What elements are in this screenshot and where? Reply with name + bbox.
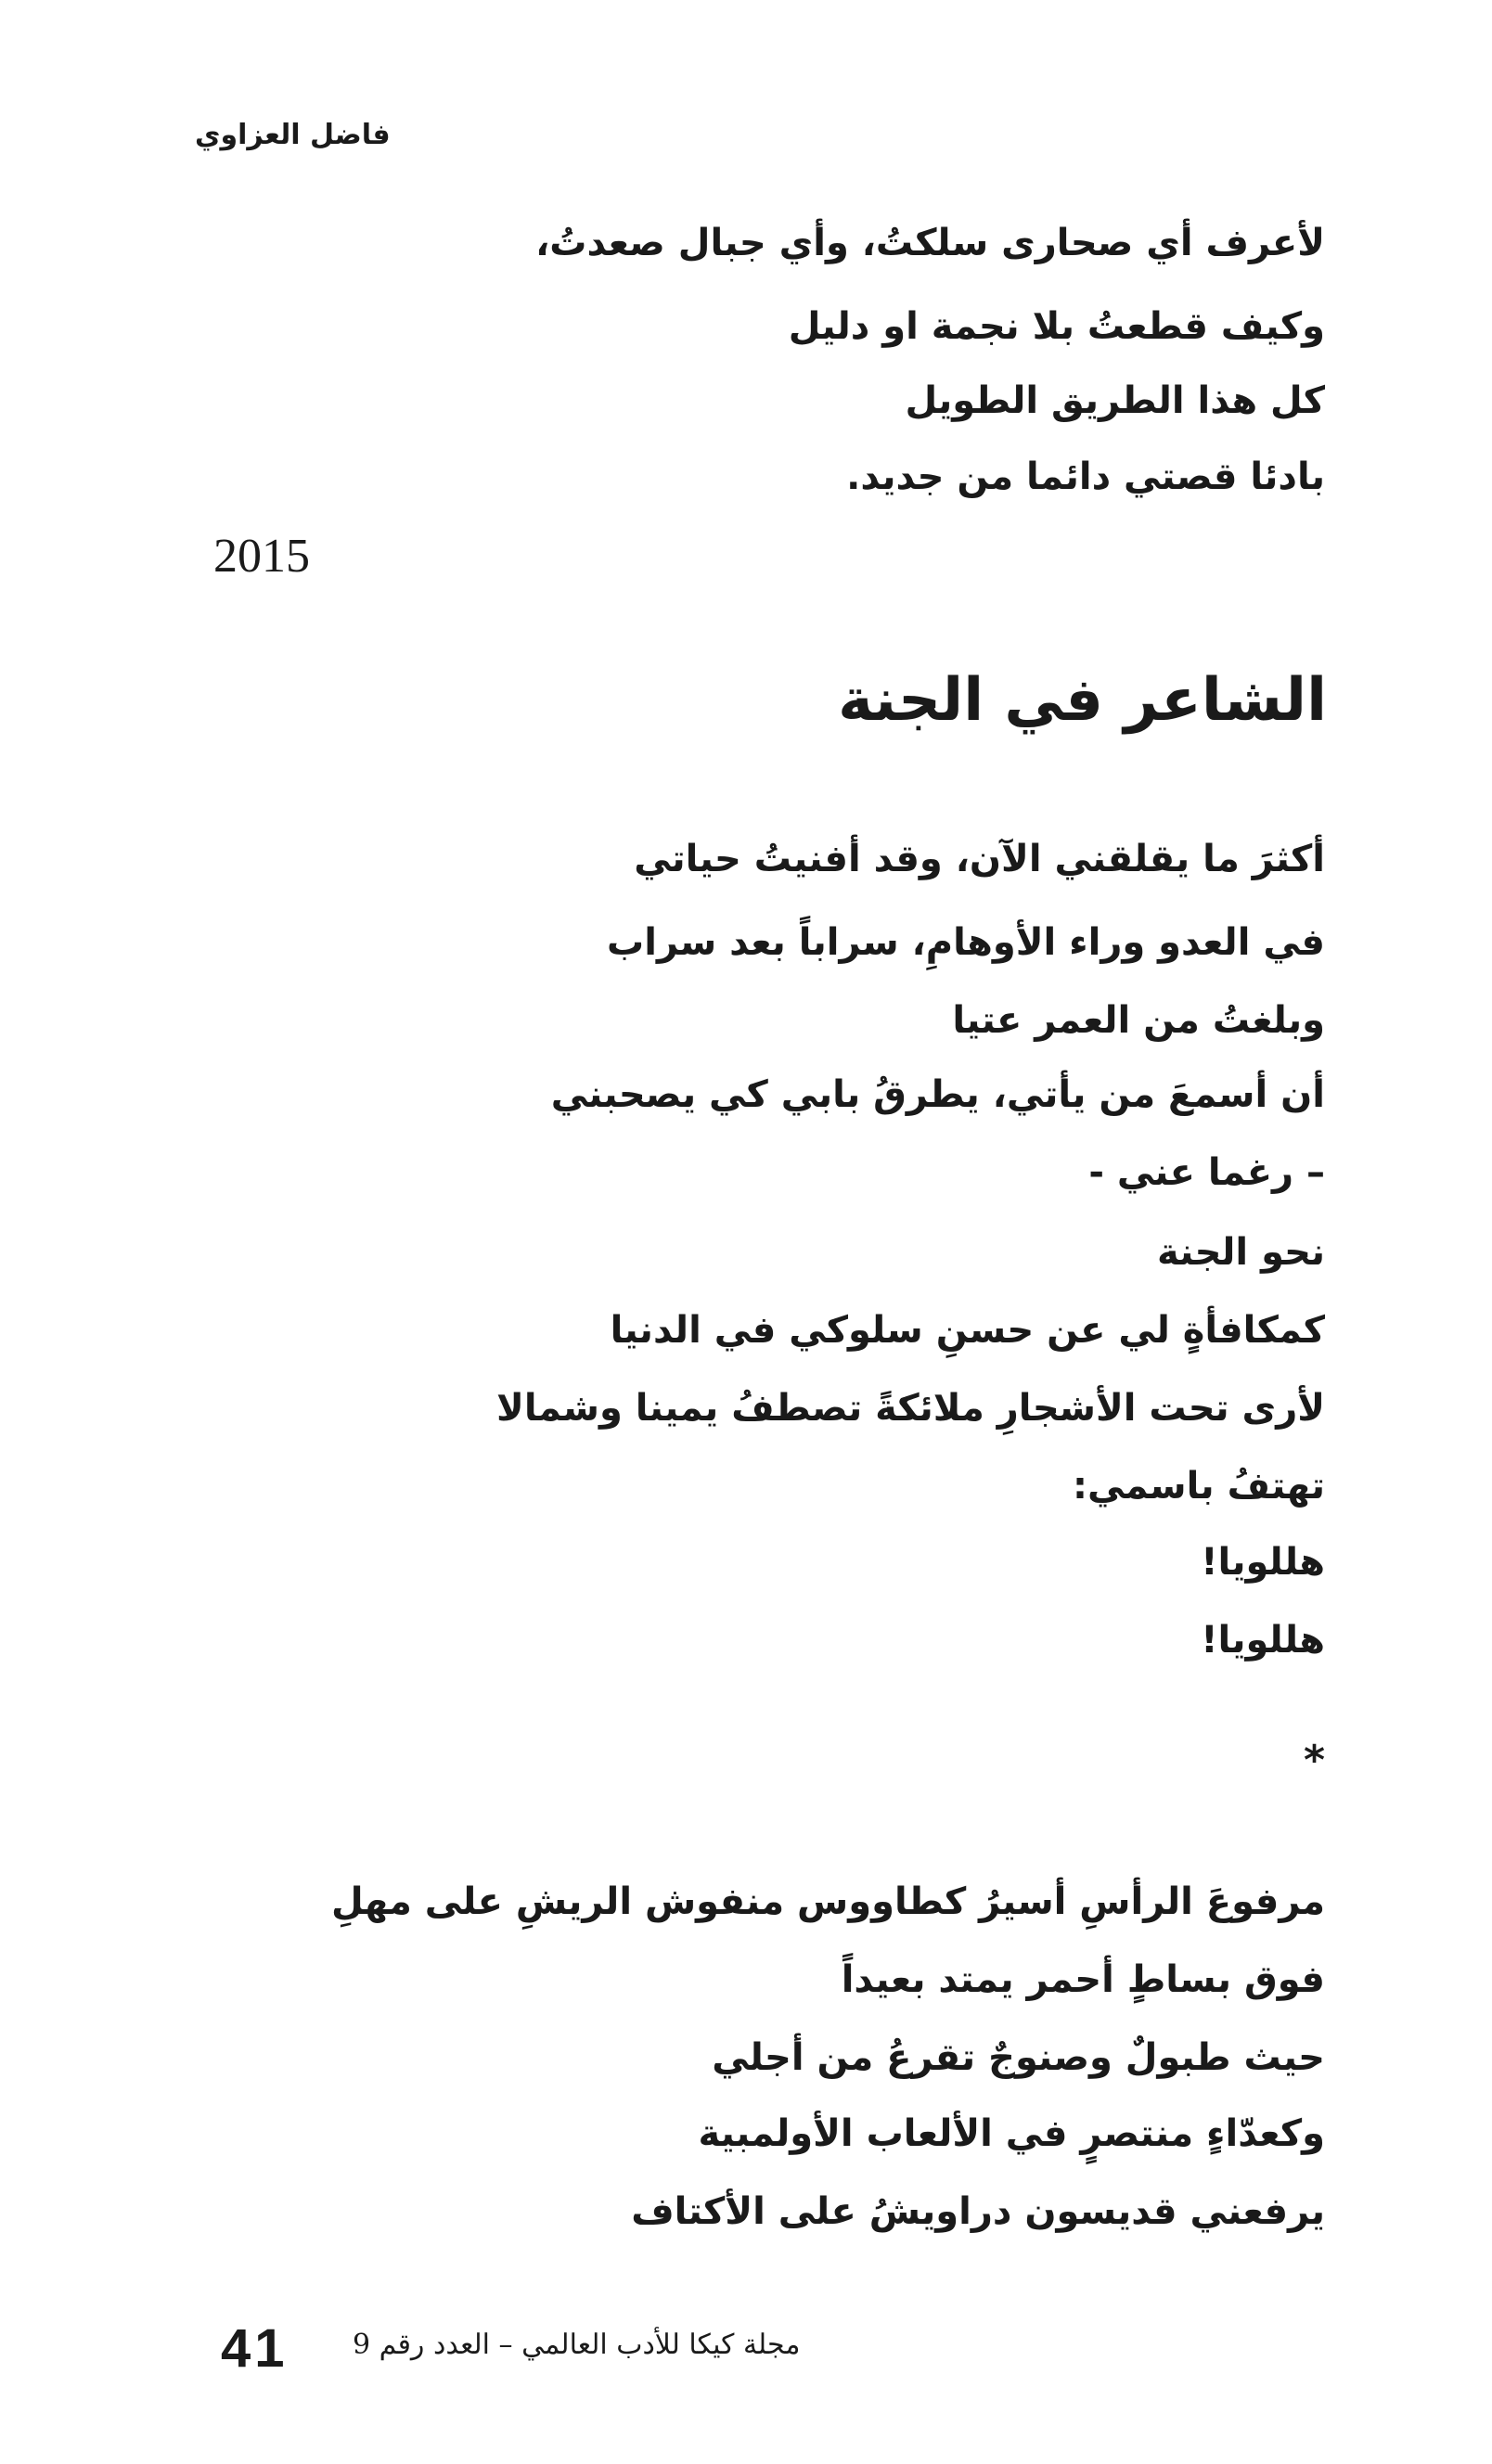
page-number: 41 (221, 2318, 289, 2379)
journal-footer: مجلة كيكا للأدب العالمي – العدد رقم 9 (353, 2329, 801, 2361)
poem-line: وكيف قطعتُ بلا نجمة او دليل (788, 305, 1325, 348)
poem-line: لأعرف أي صحارى سلكتُ، وأي جبال صعدتُ، (535, 222, 1325, 264)
poem-line: هللويا! (1201, 1619, 1325, 1662)
poem-title: الشاعر في الجنة (838, 666, 1327, 735)
poem-line: وبلغتُ من العمر عتيا (952, 999, 1325, 1042)
poem-line: أن أسمعَ من يأتي، يطرقُ بابي كي يصحبني (550, 1073, 1325, 1116)
poem-line: لأرى تحت الأشجارِ ملائكةً تصطفُ يمينا وشمالا (496, 1387, 1325, 1430)
poem-line: – رغما عني - (1088, 1151, 1325, 1194)
poem-line: نحو الجنة (1157, 1231, 1325, 1274)
poem-line: حيث طبولٌ وصنوجٌ تقرعُ من أجلي (712, 2036, 1325, 2079)
poem-line: فوق بساطٍ أحمر يمتد بعيداً (841, 1958, 1325, 2001)
poem-line: تهتفُ باسمي: (1073, 1465, 1325, 1508)
poem-line: في العدو وراء الأوهامِ، سراباً بعد سراب (607, 921, 1325, 964)
poem-line: بادئا قصتي دائما من جديد. (846, 456, 1325, 498)
poem-line: أكثرَ ما يقلقني الآن، وقد أفنيتُ حياتي (634, 838, 1325, 880)
author-name: فاضل العزاوي (195, 119, 391, 151)
poem-year: 2015 (213, 530, 310, 583)
poem-line: يرفعني قديسون دراويشُ على الأكتاف (631, 2190, 1325, 2233)
poem-line: هللويا! (1201, 1541, 1325, 1584)
poem-line: مرفوعَ الرأسِ أسيرُ كطاووس منفوش الريشِ على مهلِ (331, 1880, 1325, 1923)
poem-line: وكعدّاءٍ منتصرٍ في الألعاب الأولمبية (698, 2112, 1325, 2155)
poem-line: كمكافأةٍ لي عن حسنِ سلوكي في الدنيا (610, 1309, 1325, 1352)
stanza-separator: * (1303, 1737, 1325, 1784)
poem-line: كل هذا الطريق الطويل (905, 379, 1325, 422)
